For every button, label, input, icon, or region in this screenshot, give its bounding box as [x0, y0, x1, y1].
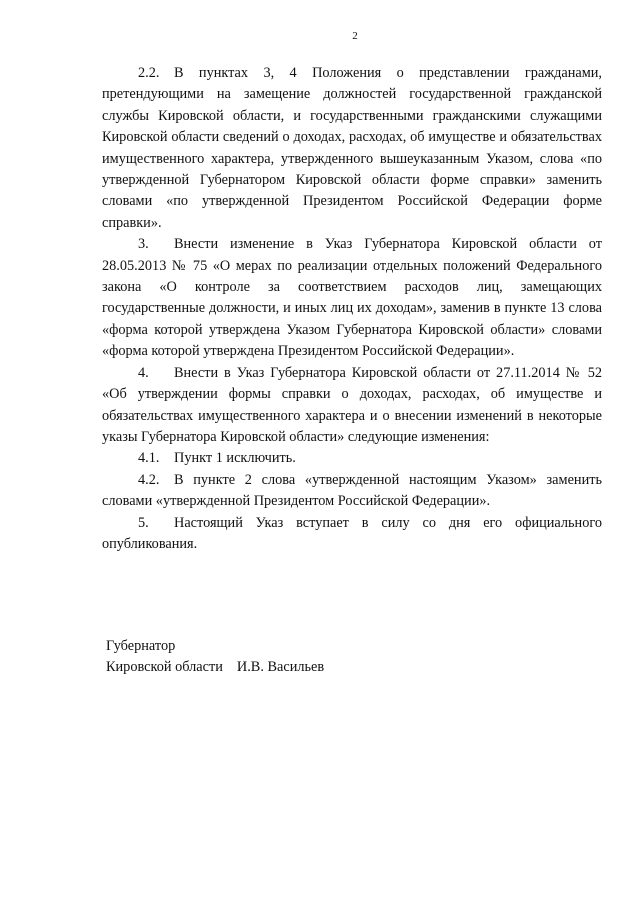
- paragraph-number: 3.: [138, 236, 149, 253]
- signatory-line: [106, 657, 324, 678]
- paragraph-text: Настоящий Указ вступает в силу со дня его официального опубликования.: [102, 514, 602, 552]
- paragraph-4-2: [102, 470, 602, 513]
- page-number: 2: [352, 30, 358, 42]
- paragraph-number: 4.: [138, 364, 149, 381]
- paragraph-number: 4.1.: [138, 450, 160, 467]
- paragraph-number: 5.: [138, 514, 149, 531]
- signatory-name: И.В. Васильев: [236, 659, 325, 675]
- paragraph-number: 4.2.: [138, 471, 160, 488]
- paragraph-text: Пункт 1 исключить.: [174, 450, 296, 467]
- signatory-title: Губернатор: [106, 638, 176, 654]
- paragraph-text: Внести изменение в Указ Губернатора Кировской области от 28.05.2013 № 75 «О мерах по реализации отдельных положений Федерального закона «О контроле за соответствием расходов лиц, замещающих государственные должности, и иных лиц их доходам», заменив в пункте 13 слова «форма которой утверждена Указом Губернатора Кировской области» словами «форма которой утверждена Президентом Российской Федерации».: [102, 236, 602, 360]
- signature-block: [106, 636, 324, 678]
- paragraph-number: 2.2.: [138, 65, 160, 81]
- paragraph-text: В пунктах 3, 4 Положения о представлении гражданами, претендующими на замещение должностей государственной гражданской службы Кировской области, и государственными гражданскими служащими Кировской области сведений о доходах, расходах, об имуществе и обязательствах имущественного характера, утвержденного вышеуказанным Указом, слова «по утвержденной Губернатором Кировской области форме справки» заменить словами «по утвержденной Президентом Российской Федерации форме справки».: [102, 65, 602, 231]
- paragraph-4-1: [102, 448, 602, 469]
- paragraph-text: Внести в Указ Губернатора Кировской области от 27.11.2014 № 52 «Об утверждении формы справки о доходах, расходах, об имуществе и обязательствах имущественного характера и о внесении изменений в некоторые указы Губернатора Кировской области» следующие изменения:: [102, 364, 602, 445]
- paragraph-3: [102, 234, 602, 362]
- signatory-region: Кировской области: [106, 659, 223, 675]
- paragraph-4: [102, 363, 602, 449]
- paragraph-text: В пункте 2 слова «утвержденной настоящим Указом» заменить словами «утвержденной Президентом Российской Федерации».: [102, 471, 602, 510]
- document-body: [102, 63, 602, 555]
- paragraph-2-2: [102, 63, 602, 234]
- paragraph-5: [102, 513, 602, 556]
